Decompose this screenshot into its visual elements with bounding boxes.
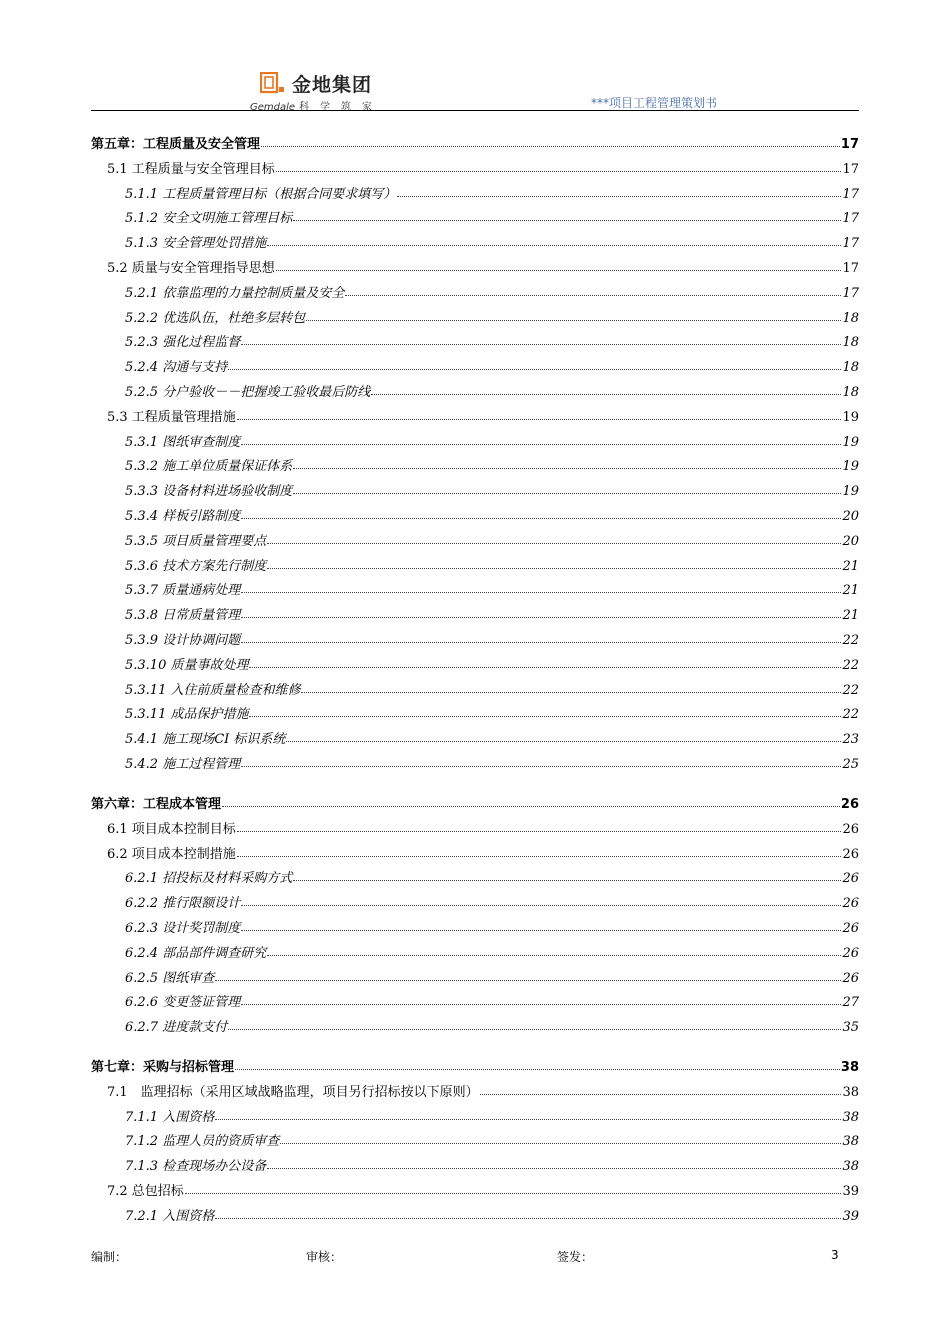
toc-entry-page: 21 [842,583,859,599]
toc-entry-page: 22 [842,657,859,673]
toc-entry[interactable] [91,698,859,723]
toc-dot-leader [267,568,841,569]
toc-entry-page: 38 [842,1109,859,1125]
toc-entry[interactable] [91,961,859,986]
toc-entry[interactable] [91,326,859,351]
toc-dot-leader [261,146,840,147]
toc-entry-title: 7.2 总包招标 [107,1184,184,1200]
toc-entry-title: 5.1 工程质量与安全管理目标 [107,161,275,177]
toc-entry-title: 6.2.5 图纸审查 [125,970,215,986]
header-divider [91,110,859,111]
toc-dot-leader [228,369,841,370]
toc-entry[interactable] [91,1075,859,1100]
toc-entry[interactable] [91,226,859,251]
toc-entry[interactable] [91,812,859,837]
toc-dot-leader [276,171,842,172]
toc-entry-title: 5.4.2 施工过程管理 [125,756,241,772]
toc-entry[interactable] [91,837,859,862]
toc-dot-leader [241,444,841,445]
footer-page-number: 3 [831,1248,839,1262]
logo-tagline-cn: 科学筑家 [299,102,384,113]
toc-entry[interactable] [91,936,859,961]
toc-entry-page: 17 [840,137,859,152]
toc-entry-page: 17 [842,186,859,202]
toc-entry-page: 23 [842,732,859,748]
toc-dot-leader [235,1069,840,1070]
toc-entry[interactable] [91,623,859,648]
logo-tagline-en: Gemdale [250,102,296,113]
toc-dot-leader [301,692,841,693]
toc-dot-leader [286,741,841,742]
toc-entry-title: 5.3.1 图纸审查制度 [125,434,241,450]
toc-entry-title: 6.1 项目成本控制目标 [107,821,236,837]
toc-dot-leader [228,1029,841,1030]
toc-entry[interactable] [91,1010,859,1035]
toc-entry[interactable] [91,1045,859,1075]
toc-entry[interactable] [91,747,859,772]
toc-dot-leader [241,344,841,345]
toc-entry-page: 38 [840,1060,859,1076]
toc-entry-page: 17 [842,285,859,301]
toc-entry[interactable] [91,549,859,574]
toc-entry-title: 5.3.2 施工单位质量保证体系 [125,459,293,475]
toc-entry-page: 20 [842,533,859,549]
footer-edit-label: 编制： [91,1250,128,1264]
toc-entry-page: 35 [842,1020,859,1036]
toc-entry-page: 22 [842,682,859,698]
toc-entry-page: 38 [842,1084,859,1100]
toc-entry-title: 6.2.7 进度款支付 [125,1020,228,1036]
toc-entry-page: 17 [842,260,859,276]
toc-entry-page: 21 [842,608,859,624]
toc-entry-title: 5.3.5 项目质量管理要点 [125,533,267,549]
toc-dot-leader [237,856,842,857]
toc-entry[interactable] [91,911,859,936]
toc-dot-leader [241,1004,841,1005]
toc-dot-leader [267,1168,841,1169]
toc-dot-leader [237,831,842,832]
toc-dot-leader [306,320,841,321]
toc-entry-title: 5.3.11 入住前质量检查和维修 [125,682,301,698]
toc-dot-leader [293,220,841,221]
toc-entry-title: 6.2.2 推行限额设计 [125,896,241,912]
toc-entry-page: 17 [842,211,859,227]
toc-entry-title: 7.2.1 入围资格 [125,1208,215,1224]
toc-entry-page: 26 [842,896,859,912]
toc-entry[interactable] [91,251,859,276]
toc-entry-page: 39 [842,1184,859,1200]
toc-entry-page: 17 [842,161,859,177]
toc-entry[interactable] [91,425,859,450]
toc-entry-page: 26 [840,796,859,812]
toc-entry-page: 25 [842,756,859,772]
toc-dot-leader [371,394,841,395]
toc-entry[interactable] [91,350,859,375]
toc-dot-leader [241,518,841,519]
toc-entry-title: 第五章：工程质量及安全管理 [91,137,261,152]
toc-entry[interactable] [91,1100,859,1125]
toc-dot-leader [267,543,841,544]
toc-entry-page: 21 [842,558,859,574]
page-header [91,66,859,112]
toc-entry[interactable] [91,450,859,475]
toc-dot-leader [480,1094,842,1095]
table-of-contents [91,122,859,1224]
toc-entry-page: 18 [842,384,859,400]
toc-entry-page: 22 [842,707,859,723]
toc-entry-title: 5.2 质量与安全管理指导思想 [107,260,275,276]
toc-entry-page: 26 [842,920,859,936]
footer-review-label: 审核： [306,1250,343,1264]
toc-dot-leader [293,468,841,469]
toc-dot-leader [293,493,841,494]
toc-entry[interactable] [91,301,859,326]
toc-dot-leader [215,1218,841,1219]
toc-entry-page: 38 [842,1159,859,1175]
document-title: ***项目工程管理策划书 [590,96,717,110]
toc-entry-page: 18 [842,310,859,326]
toc-dot-leader [345,295,841,296]
toc-entry-page: 26 [842,945,859,961]
toc-entry[interactable] [91,474,859,499]
toc-entry[interactable] [91,202,859,227]
toc-entry-page: 26 [842,970,859,986]
toc-entry-page: 19 [842,409,859,425]
toc-entry[interactable] [91,1199,859,1224]
toc-entry-title: 6.2.3 设计奖罚制度 [125,920,241,936]
toc-entry-title: 5.2.3 强化过程监督 [125,335,241,351]
toc-entry-title: 5.2.5 分户验收－－把握竣工验收最后防线 [125,384,371,400]
toc-entry[interactable] [91,598,859,623]
toc-entry-title: 5.3.6 技术方案先行制度 [125,558,267,574]
toc-entry-page: 20 [842,508,859,524]
toc-entry[interactable] [91,886,859,911]
toc-entry-title: 5.2.1 依靠监理的力量控制质量及安全 [125,285,345,301]
toc-entry[interactable] [91,862,859,887]
toc-dot-leader [267,955,841,956]
toc-dot-leader [241,617,841,618]
company-logo [250,70,388,113]
toc-dot-leader [222,806,840,807]
toc-entry-page: 26 [842,871,859,887]
toc-entry-page: 19 [842,434,859,450]
toc-dot-leader [276,270,842,271]
logo-name: 金地集团 [292,74,373,96]
toc-dot-leader [185,1193,842,1194]
toc-entry-title: 5.3.3 设备材料进场验收制度 [125,484,293,500]
toc-dot-leader [241,592,841,593]
toc-entry-page: 39 [842,1208,859,1224]
toc-entry-page: 19 [842,459,859,475]
toc-dot-leader [215,1119,841,1120]
toc-dot-leader [280,1143,841,1144]
toc-entry-title: 5.3.11 成品保护措施 [125,707,249,723]
toc-entry-title: 6.2.1 招投标及材料采购方式 [125,871,293,887]
toc-dot-leader [249,716,841,717]
toc-entry-title: 5.2.2 优选队伍，杜绝多层转包 [125,310,306,326]
toc-entry[interactable] [91,1125,859,1150]
toc-entry-title: 7.1.2 监理人员的资质审查 [125,1134,280,1150]
toc-dot-leader [241,766,841,767]
toc-entry-title: 5.2.4 沟通与支持 [125,360,228,376]
toc-entry-title: 7.1.3 检查现场办公设备 [125,1159,267,1175]
toc-entry-title: 5.3 工程质量管理措施 [107,409,236,425]
toc-dot-leader [241,905,841,906]
toc-entry-page: 18 [842,360,859,376]
toc-entry-title: 6.2 项目成本控制措施 [107,846,236,862]
toc-entry-title: 6.2.6 变更签证管理 [125,995,241,1011]
toc-entry[interactable] [91,375,859,400]
toc-entry[interactable] [91,152,859,177]
toc-entry[interactable] [91,177,859,202]
toc-entry[interactable] [91,673,859,698]
toc-dot-leader [241,930,841,931]
toc-entry-title: 5.4.1 施工现场CI 标识系统 [125,732,286,748]
toc-entry-title: 7.1 监理招标（采用区域战略监理，项目另行招标按以下原则） [107,1084,479,1100]
toc-dot-leader [293,880,841,881]
toc-entry-title: 5.3.4 样板引路制度 [125,508,241,524]
toc-dot-leader [241,642,841,643]
toc-dot-leader [267,245,841,246]
toc-entry[interactable] [91,400,859,425]
toc-entry-page: 27 [842,995,859,1011]
toc-entry[interactable] [91,499,859,524]
toc-entry-title: 5.3.8 日常质量管理 [125,608,241,624]
toc-entry[interactable] [91,722,859,747]
toc-entry-page: 38 [842,1134,859,1150]
footer-sign-label: 签发： [557,1250,594,1264]
toc-entry-title: 5.1.3 安全管理处罚措施 [125,236,267,252]
toc-dot-leader [397,196,841,197]
toc-entry-title: 5.3.9 设计协调问题 [125,632,241,648]
toc-entry-page: 26 [842,821,859,837]
toc-entry-title: 5.1.1 工程质量管理目标（根据合同要求填写） [125,186,397,202]
gemdale-logo-icon [260,72,286,94]
toc-entry-page: 19 [842,484,859,500]
toc-entry-title: 5.3.7 质量通病处理 [125,583,241,599]
toc-entry-title: 5.1.2 安全文明施工管理目标 [125,211,293,227]
toc-entry[interactable] [91,1174,859,1199]
toc-entry[interactable] [91,782,859,812]
toc-entry[interactable] [91,574,859,599]
toc-entry-page: 18 [842,335,859,351]
toc-entry-title: 6.2.4 部品部件调查研究 [125,945,267,961]
toc-entry-title: 7.1.1 入围资格 [125,1109,215,1125]
toc-entry[interactable] [91,122,859,152]
toc-entry[interactable] [91,648,859,673]
toc-entry[interactable] [91,1149,859,1174]
toc-entry-title: 第六章：工程成本管理 [91,796,222,812]
toc-entry-page: 22 [842,632,859,648]
toc-dot-leader [215,980,841,981]
toc-entry[interactable] [91,986,859,1011]
toc-dot-leader [249,667,841,668]
toc-entry-page: 17 [842,236,859,252]
toc-entry[interactable] [91,276,859,301]
toc-entry-page: 26 [842,846,859,862]
toc-dot-leader [237,419,842,420]
toc-entry[interactable] [91,524,859,549]
toc-entry-title: 第七章：采购与招标管理 [91,1060,235,1076]
toc-entry-title: 5.3.10 质量事故处理 [125,657,249,673]
